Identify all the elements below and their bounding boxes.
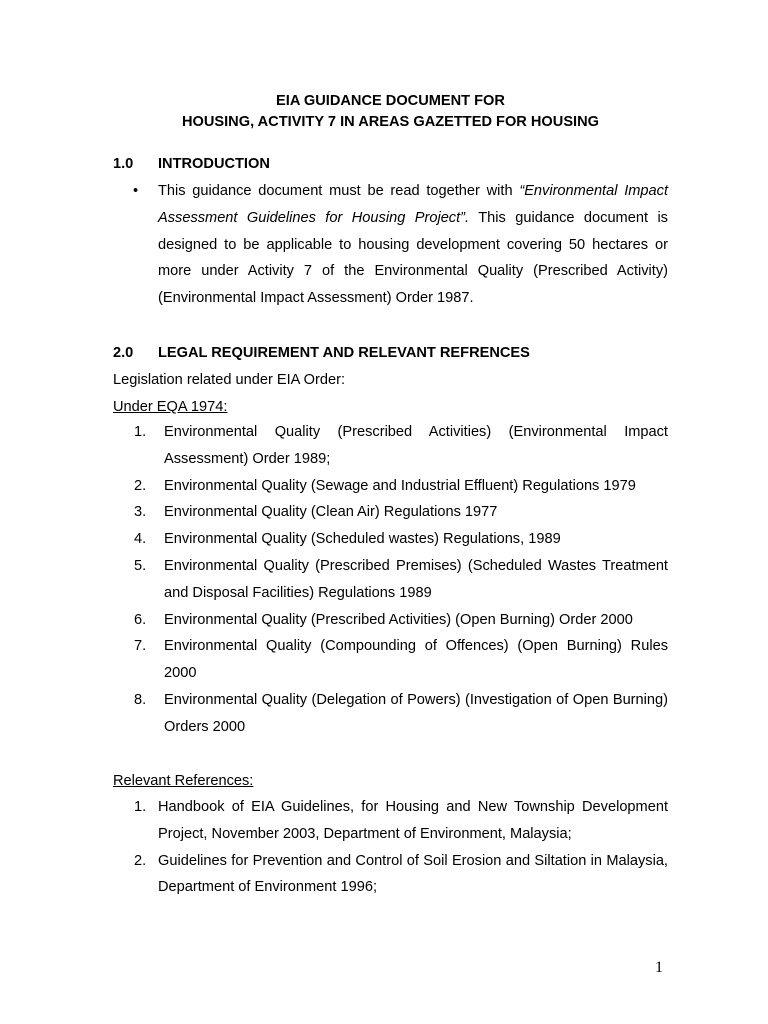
section-1-heading <box>113 153 270 175</box>
list-item <box>113 526 668 553</box>
list-item-text: Environmental Quality (Delegation of Powers) (Investigation of Open Burning) Orders 2000 <box>164 691 668 735</box>
list-item-number: 2. <box>134 477 147 494</box>
title-line-1: EIA GUIDANCE DOCUMENT FOR <box>276 93 505 109</box>
page-number: 1 <box>655 959 663 976</box>
list-item-number: 6. <box>134 611 147 628</box>
legislation-list <box>113 419 668 741</box>
list-item-text: Environmental Quality (Prescribed Activities) (Open Burning) Order 2000 <box>164 611 633 628</box>
intro-bullet <box>113 178 668 312</box>
section-2-heading <box>113 342 530 364</box>
section-1-number: 1.0 <box>113 156 134 172</box>
references-list <box>113 794 668 901</box>
list-item-text: Environmental Quality (Prescribed Activities) (Environmental Impact Assessment) Order 1989; <box>164 424 668 467</box>
list-item <box>113 687 668 741</box>
legislation-intro: Legislation related under EIA Order: <box>113 372 346 388</box>
list-item <box>113 794 668 848</box>
list-item-number: 1. <box>134 799 147 815</box>
list-item-text: Environmental Quality (Compounding of Offences) (Open Burning) Rules 2000 <box>164 638 668 682</box>
list-item <box>113 553 668 607</box>
list-item <box>113 633 668 687</box>
list-item-text: Handbook of EIA Guidelines, for Housing and New Township Development Project, November 2003, Department of Environment, Malaysia; <box>158 799 668 842</box>
intro-paragraph <box>158 178 668 312</box>
list-item-text: Environmental Quality (Prescribed Premises) (Scheduled Wastes Treatment and Disposal Facilities) Regulations 1989 <box>164 557 668 601</box>
list-item-number: 5. <box>134 557 147 574</box>
list-item-number: 8. <box>134 691 147 708</box>
list-item-number: 7. <box>134 638 147 655</box>
list-item-text: Environmental Quality (Clean Air) Regulations 1977 <box>164 504 498 521</box>
list-item-number: 4. <box>134 531 147 548</box>
document-title <box>113 91 668 133</box>
eqa-subheading: Under EQA 1974: <box>113 399 228 415</box>
section-2-title: LEGAL REQUIREMENT AND RELEVANT REFRENCES <box>158 345 530 361</box>
list-item <box>113 419 668 473</box>
list-item-number: 3. <box>134 504 147 521</box>
intro-text-italic: “Environmental Impact Assessment Guidelines for Housing Project”. <box>158 183 668 226</box>
list-item <box>113 607 668 634</box>
list-item-number: 2. <box>134 852 147 869</box>
list-item <box>113 499 668 526</box>
section-2-number: 2.0 <box>113 345 134 361</box>
intro-text-prefix: This guidance document must be read together with <box>158 183 520 199</box>
references-heading: Relevant References: <box>113 773 254 789</box>
list-item-number: 1. <box>134 424 147 440</box>
title-line-2: HOUSING, ACTIVITY 7 IN AREAS GAZETTED FOR HOUSING <box>181 114 600 130</box>
bullet-dot-icon: • <box>133 183 139 199</box>
list-item <box>113 848 668 902</box>
list-item-text: Environmental Quality (Scheduled wastes) Regulations, 1989 <box>164 531 561 548</box>
section-1-title: INTRODUCTION <box>158 156 270 172</box>
list-item-text: Guidelines for Prevention and Control of Soil Erosion and Siltation in Malaysia, Department of Environment 1996; <box>158 852 668 896</box>
list-item <box>113 473 668 500</box>
list-item-text: Environmental Quality (Sewage and Industrial Effluent) Regulations 1979 <box>164 477 636 494</box>
intro-text-suffix: This guidance document is designed to be applicable to housing development covering 50 hectares or more under Activity 7 of the Environmental Quality (Prescribed Activity)(Environmental Impact Assessment) Order 1987. <box>158 209 668 307</box>
